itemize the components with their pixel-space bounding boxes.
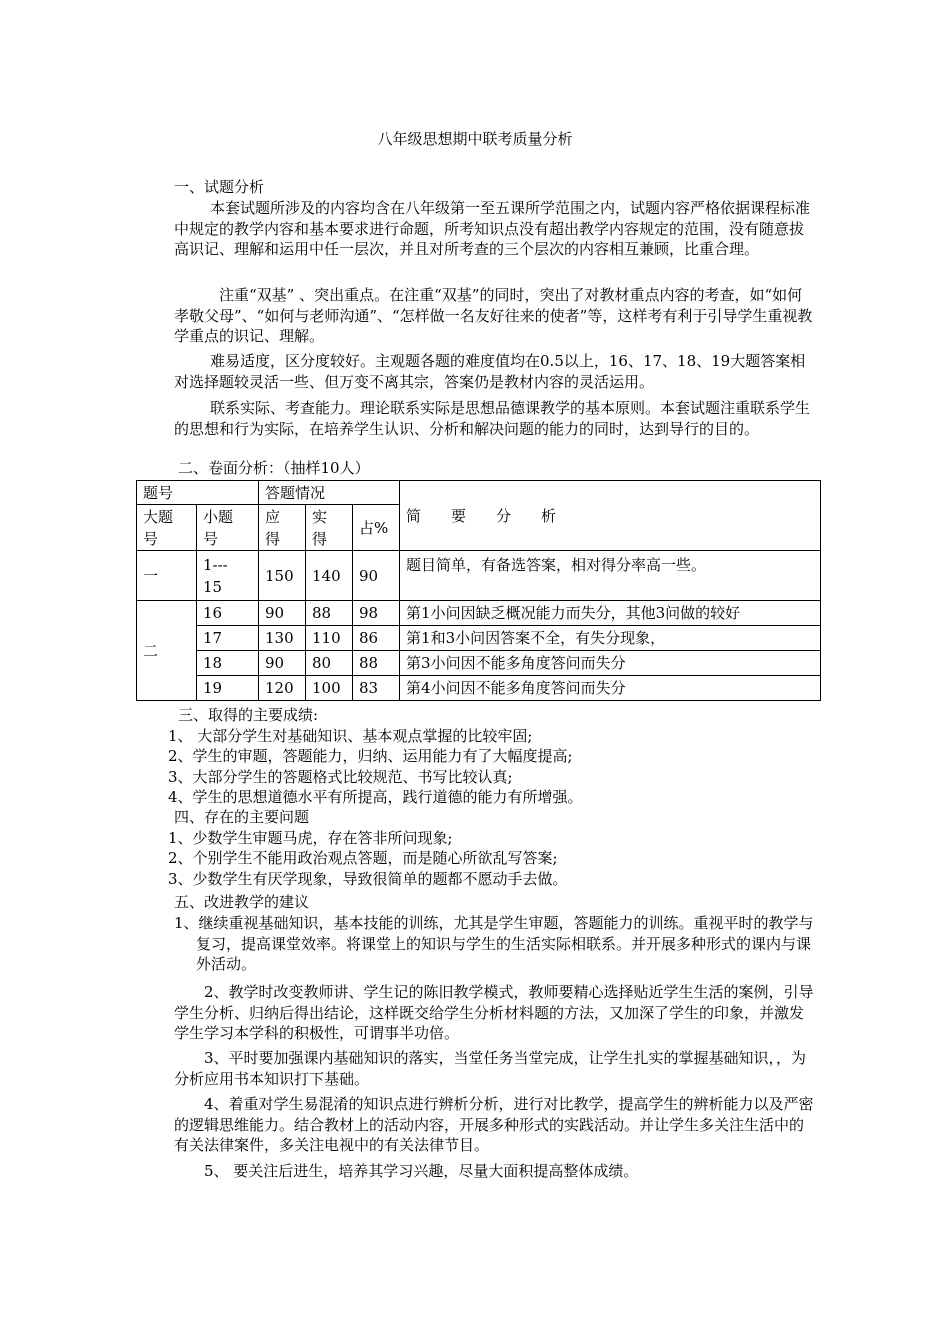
suggestion-5: 5、 要关注后进生，培养其学习兴趣，尽量大面积提高整体成绩。 (204, 1162, 639, 1180)
achievement-item: 3、大部分学生的答题格式比较规范、书写比较认真; (168, 768, 513, 786)
problem-item: 1、少数学生审题马虎，存在答非所问现象; (168, 829, 453, 847)
section-4-heading: 四、存在的主要问题 (174, 808, 310, 826)
achievement-item: 2、学生的审题，答题能力，归纳、运用能力有了大幅度提高; (168, 747, 573, 765)
header-pct: 占% (353, 505, 400, 551)
cell-note: 第4小问因不能多角度答问而失分 (400, 676, 821, 701)
cell-due: 90 (259, 651, 306, 676)
cell-big: 二 (137, 601, 197, 701)
cell-due: 90 (259, 601, 306, 626)
suggestion-1: 1、继续重视基础知识，基本技能的训练，尤其是学生审题，答题能力的训练。重视平时的教学与复习，提高课堂效率。将课堂上的知识与学生的生活实际相联系。并开展多种形式的课内与课外活动。 (174, 914, 814, 973)
cell-big: 一 (137, 551, 197, 601)
suggestion-2: 2、教学时改变教师讲、学生记的陈旧教学模式，教师要精心选择贴近学生生活的案例，引导学生分析、归纳后得出结论，这样既交给学生分析材料题的方法，又加深了学生的印象，并激发学生学习本学科的积极性，可谓事半功倍。 (174, 983, 814, 1042)
cell-sub: 17 (197, 626, 259, 651)
cell-got: 100 (306, 676, 353, 701)
cell-due: 150 (259, 551, 306, 601)
problem-item: 2、个别学生不能用政治观点答题，而是随心所欲乱写答案; (168, 849, 558, 867)
table-row (137, 651, 821, 676)
section-5-heading: 五、改进教学的建议 (174, 893, 310, 911)
table-row (137, 551, 821, 601)
achievement-item: 1、 大部分学生对基础知识、基本观点掌握的比较牢固; (168, 727, 533, 745)
header-big-question: 大题 号 (137, 505, 197, 551)
page-title: 八年级思想期中联考质量分析 (377, 130, 573, 148)
achievement-item: 4、学生的思想道德水平有所提高，践行道德的能力有所增强。 (168, 788, 583, 806)
cell-pct: 86 (353, 626, 400, 651)
table-header-row (137, 481, 821, 505)
cell-got: 88 (306, 601, 353, 626)
cell-pct: 83 (353, 676, 400, 701)
cell-note: 第3小问因不能多角度答问而失分 (400, 651, 821, 676)
table-row (137, 601, 821, 626)
cell-note: 第1小问因缺乏概况能力而失分，其他3问做的较好 (400, 601, 821, 626)
cell-got: 110 (306, 626, 353, 651)
section-1-heading: 一、试题分析 (174, 178, 265, 196)
cell-due: 120 (259, 676, 306, 701)
section-3-heading: 三、取得的主要成绩: (178, 706, 319, 724)
cell-sub: 18 (197, 651, 259, 676)
cell-note: 第1和3小问因答案不全，有失分现象， (400, 626, 821, 651)
cell-sub: 19 (197, 676, 259, 701)
section-2-heading: 二、卷面分析：（抽样10人） (178, 459, 370, 477)
section-1-para-1: 本套试题所涉及的内容均含在八年级第一至五课所学范围之内，试题内容严格依据课程标准中规定的教学内容和基本要求进行命题，所考知识点没有超出教学内容规定的范围，没有随意拔高识记、理解和运用中任一层次，并且对所考查的三个层次的内容相互兼顾，比重合理。 (174, 199, 811, 258)
cell-pct: 98 (353, 601, 400, 626)
suggestion-3: 3、平时要加强课内基础知识的落实，当堂任务当堂完成，让学生扎实的掌握基础知识，，为分析应用书本知识打下基础。 (174, 1049, 807, 1088)
cell-got: 140 (306, 551, 353, 601)
section-1-para-3: 难易适度，区分度较好。主观题各题的难度值均在0.5以上，16、17、18、19大题答案相对选择题较灵活一些、但万变不离其宗，答案仍是教材内容的灵活运用。 (174, 352, 806, 391)
header-got: 实 得 (306, 505, 353, 551)
table-row (137, 676, 821, 701)
header-dati: 答题情况 (259, 481, 400, 505)
header-due: 应 得 (259, 505, 306, 551)
problem-item: 3、少数学生有厌学现象，导致很简单的题都不愿动手去做。 (168, 870, 568, 888)
suggestion-4: 4、着重对学生易混淆的知识点进行辨析分析，进行对比教学，提高学生的辨析能力以及严密的逻辑思维能力。结合教材上的活动内容，开展多种形式的实践活动。并让学生多关注生活中的有关法律案件，多关注电视中的有关法律节目。 (174, 1095, 814, 1154)
table-row (137, 626, 821, 651)
cell-pct: 90 (353, 551, 400, 601)
header-analysis: 简 要 分 析 (400, 481, 821, 551)
section-1-para-2: 注重“双基” 、突出重点。在注重“双基”的同时，突出了对教材重点内容的考查，如“如何孝敬父母”、“如何与老师沟通”、“怎样做一名友好往来的使者”等，这样考有利于引导学生重视教学重点的识记、理解。 (174, 286, 813, 345)
cell-due: 130 (259, 626, 306, 651)
header-tihao: 题号 (137, 481, 259, 505)
cell-got: 80 (306, 651, 353, 676)
score-table (136, 480, 821, 701)
cell-note: 题目简单，有备选答案，相对得分率高一些。 (400, 551, 821, 601)
cell-pct: 88 (353, 651, 400, 676)
cell-sub: 1--- 15 (197, 551, 259, 601)
section-1-para-4: 联系实际、考查能力。理论联系实际是思想品德课教学的基本原则。本套试题注重联系学生的思想和行为实际，在培养学生认识、分析和解决问题的能力的同时，达到导行的目的。 (174, 399, 811, 438)
cell-sub: 16 (197, 601, 259, 626)
header-sub-question: 小题 号 (197, 505, 259, 551)
